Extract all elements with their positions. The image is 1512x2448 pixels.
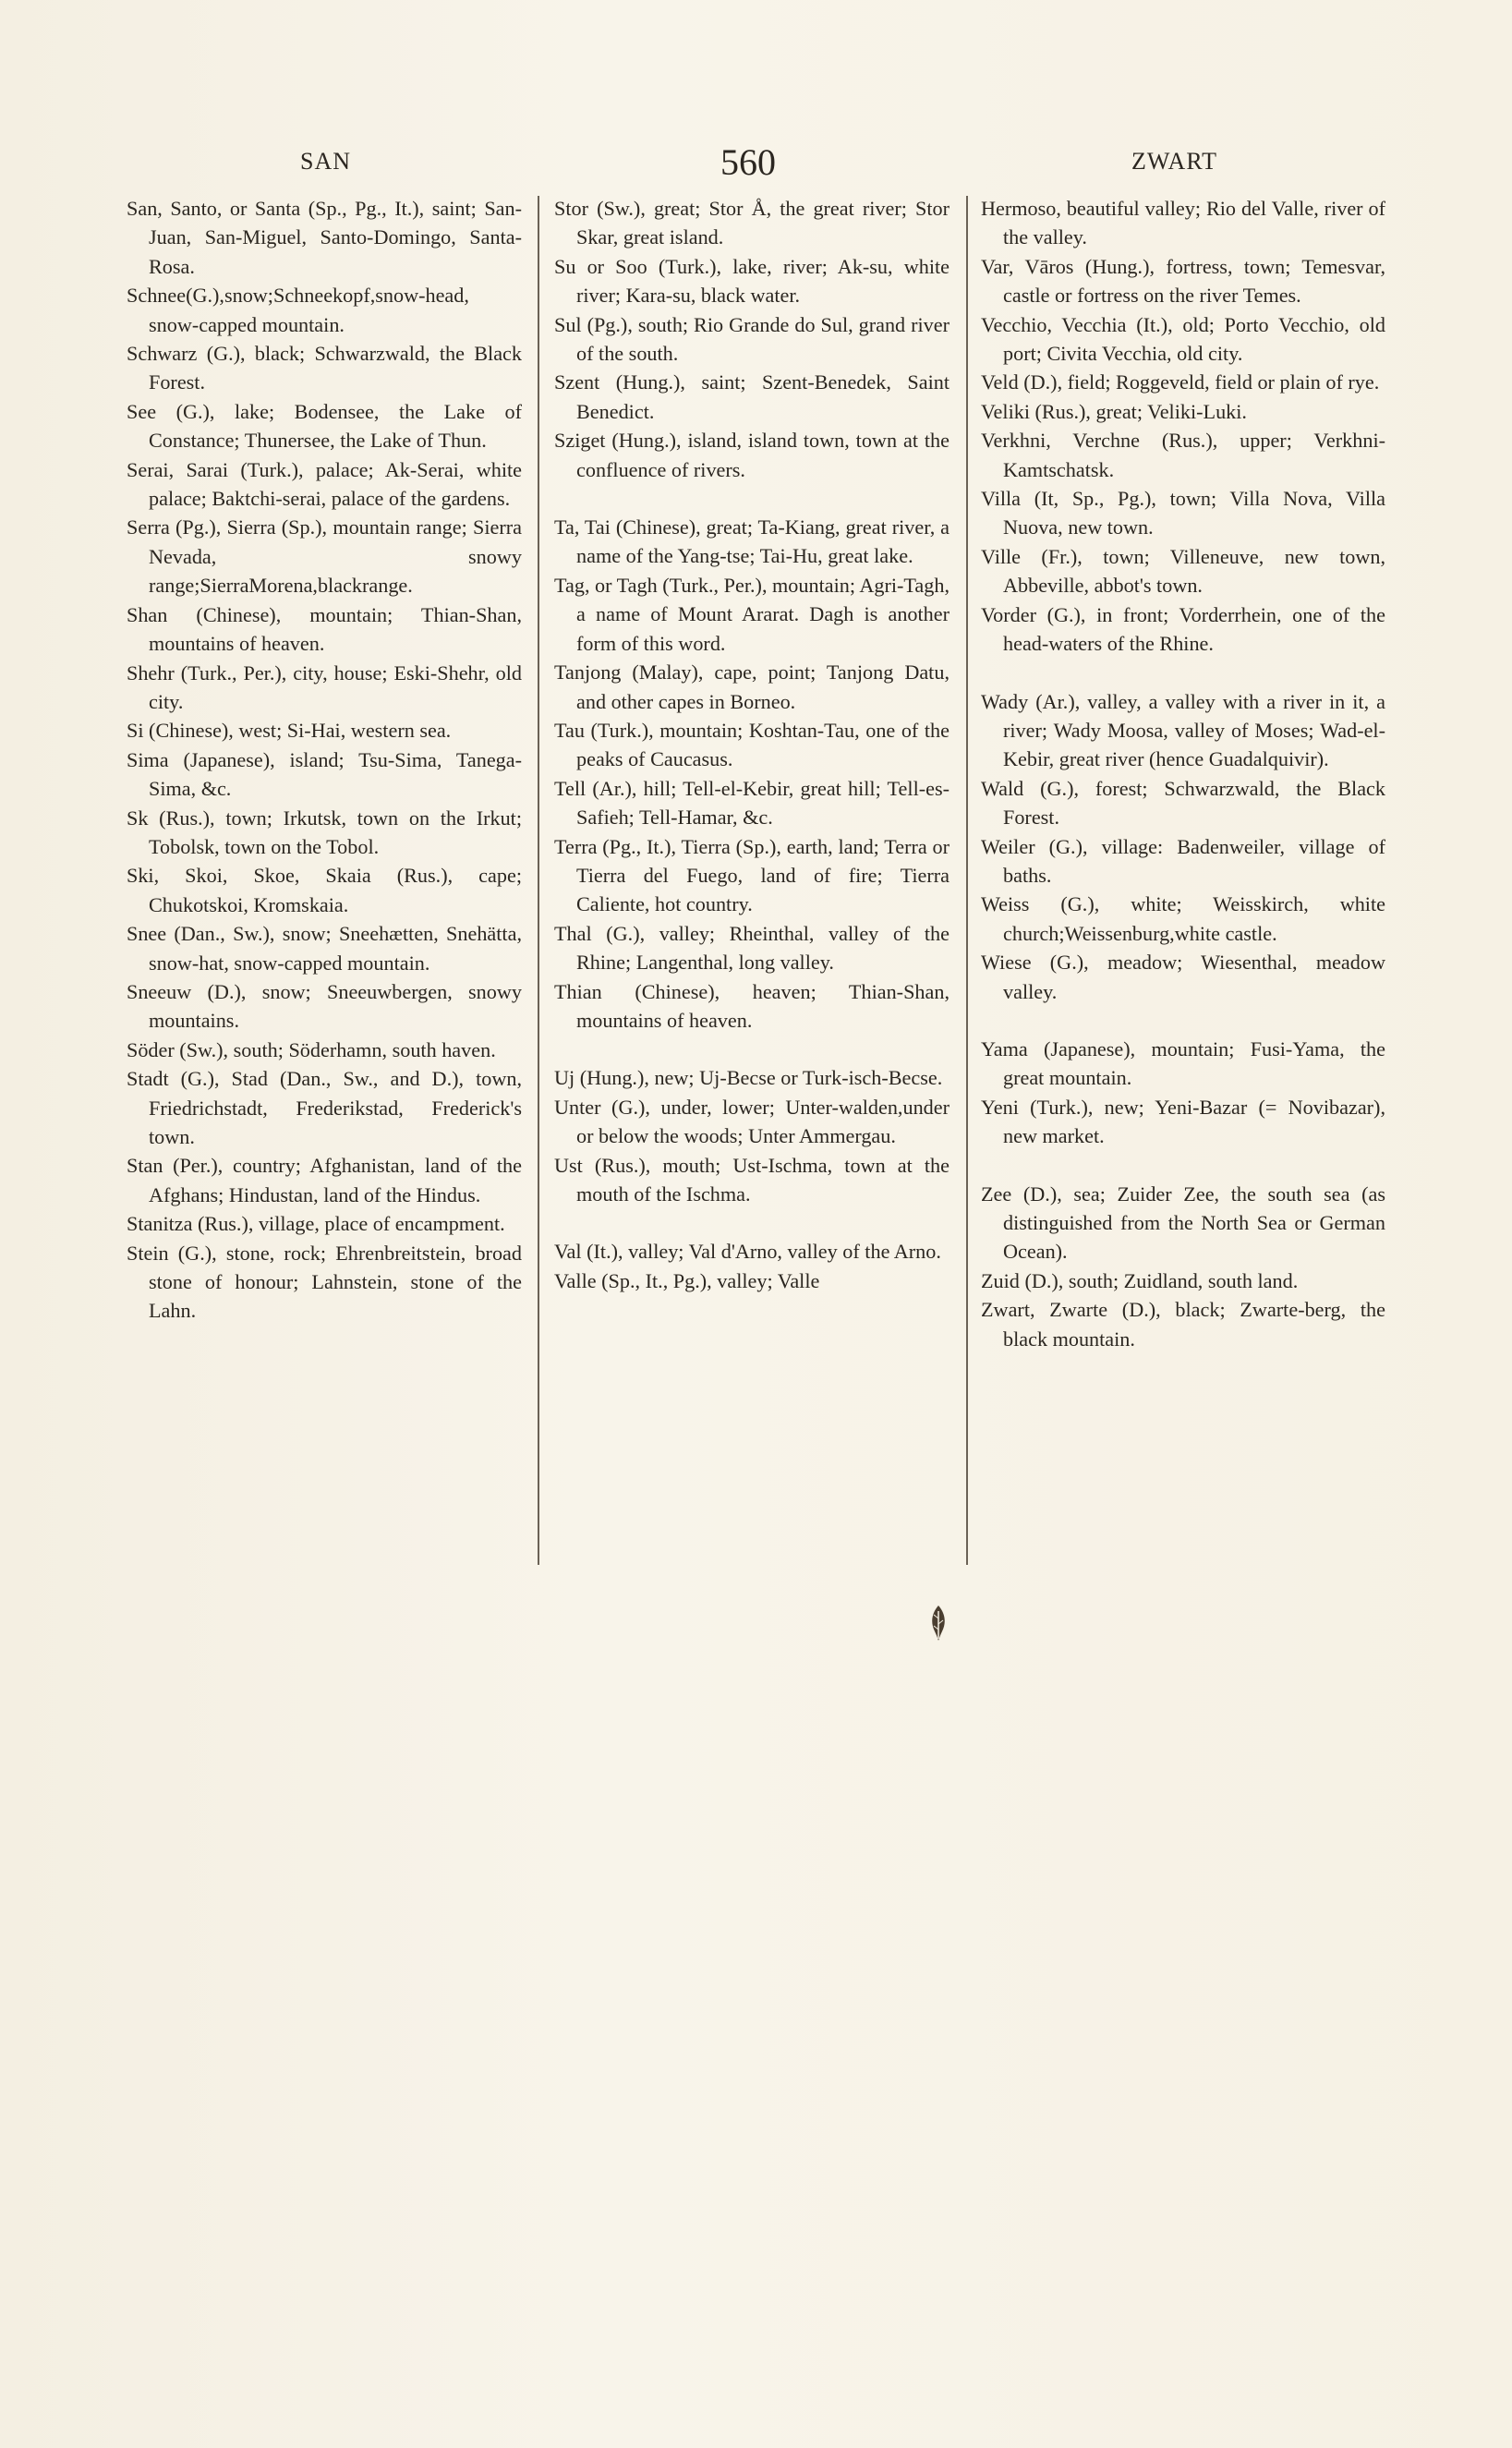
glossary-entry: Ust (Rus.), mouth; Ust-Ischma, town at the mouth of the Ischma. (554, 1153, 950, 1206)
glossary-entry: Stadt (G.), Stad (Dan., Sw., and D.), town, Friedrichstadt, Frederikstad, Frederick's town. (127, 1067, 522, 1148)
glossary-entry: Unter (G.), under, lower; Unter-walden,under or below the woods; Unter Ammergau. (554, 1095, 950, 1148)
glossary-entry: Thal (G.), valley; Rheinthal, valley of the Rhine; Langenthal, long valley. (554, 921, 950, 975)
glossary-entry: Szent (Hung.), saint; Szent-Benedek, Saint Benedict. (554, 370, 950, 423)
glossary-entry: Stanitza (Rus.), village, place of encampment. (127, 1212, 505, 1236)
header-left-guide-word: SAN (300, 148, 352, 175)
glossary-entry: Wiese (G.), meadow; Wiesenthal, meadow valley. (981, 951, 1385, 1003)
glossary-entry: Wald (G.), forest; Schwarzwald, the Black Forest. (981, 776, 1385, 830)
glossary-entry: Sima (Japanese), island; Tsu-Sima, Tanega-Sima, &c. (127, 747, 522, 801)
glossary-entry: Sziget (Hung.), island, island town, town at the confluence of rivers. (554, 429, 950, 481)
glossary-entry: Si (Chinese), west; Si-Hai, western sea. (127, 719, 452, 743)
column-divider (538, 196, 539, 1565)
section-gap (981, 1006, 1385, 1035)
glossary-entry: Weiss (G.), white; Weisskirch, white church;Weissenburg,white castle. (981, 892, 1385, 945)
running-header (0, 140, 1512, 187)
header-right-guide-word: ZWART (1131, 148, 1217, 175)
glossary-entry: Thian (Chinese), heaven; Thian-Shan, mountains of heaven. (554, 979, 950, 1032)
glossary-entry: Verkhni, Verchne (Rus.), upper; Verkhni-Kamtschatsk. (981, 429, 1385, 481)
glossary-entry: Yama (Japanese), mountain; Fusi-Yama, the great mountain. (981, 1036, 1385, 1090)
glossary-entry: Ski, Skoi, Skoe, Skaia (Rus.), cape; Chukotskoi, Kromskaia. (127, 864, 522, 916)
glossary-entry: Tell (Ar.), hill; Tell-el-Kebir, great hill; Tell-es-Safieh; Tell-Hamar, &c. (554, 776, 950, 830)
glossary-entry: Zee (D.), sea; Zuider Zee, the south sea (as distinguished from the North Sea or German Ocean). (981, 1182, 1385, 1264)
leaf-ornament-icon (926, 1604, 950, 1642)
glossary-entry: Veld (D.), field; Roggeveld, field or plain of rye. (981, 370, 1380, 394)
glossary-entry: Stor (Sw.), great; Stor Å, the great river; Stor Skar, great island. (554, 197, 950, 249)
section-gap (554, 484, 950, 513)
glossary-entry: Schwarz (G.), black; Schwarzwald, the Black Forest. (127, 342, 522, 394)
glossary-entry: Veliki (Rus.), great; Veliki-Luki. (981, 399, 1247, 423)
glossary-entry: Vorder (G.), in front; Vorderrhein, one of the head-waters of the Rhine. (981, 602, 1385, 656)
column-divider (966, 196, 968, 1565)
section-gap (981, 659, 1385, 687)
glossary-entry: Sul (Pg.), south; Rio Grande do Sul, grand river of the south. (554, 312, 950, 366)
glossary-entry: Zuid (D.), south; Zuidland, south land. (981, 1268, 1299, 1292)
glossary-entry: Snee (Dan., Sw.), snow; Sneehætten, Snehätta, snow-hat, snow-capped mountain. (127, 922, 522, 975)
glossary-entry: Sneeuw (D.), snow; Sneeuwbergen, snowy mountains. (127, 979, 522, 1033)
glossary-column-3 (981, 194, 1385, 1353)
glossary-entry: Weiler (G.), village: Badenweiler, village of baths. (981, 834, 1385, 887)
section-gap (981, 1151, 1385, 1180)
glossary-entry: Val (It.), valley; Val d'Arno, valley of the Arno. (554, 1240, 941, 1264)
glossary-entry: Villa (It, Sp., Pg.), town; Villa Nova, Villa Nuova, new town. (981, 487, 1385, 539)
glossary-entry: Shan (Chinese), mountain; Thian-Shan, mountains of heaven. (127, 602, 522, 656)
glossary-entry: Schnee(G.),snow;Schneekopf,snow-head, snow-capped mountain. (127, 284, 469, 336)
glossary-entry: Stein (G.), stone, rock; Ehrenbreitstein, broad stone of honour; Lahnstein, stone of the Lahn. (127, 1241, 522, 1323)
glossary-entry: Serai, Sarai (Turk.), palace; Ak-Serai, white palace; Baktchi-serai, palace of the gardens. (127, 457, 522, 511)
glossary-entry: Yeni (Turk.), new; Yeni-Bazar (= Novibazar), new market. (981, 1095, 1385, 1148)
glossary-entry: Var, Vāros (Hung.), fortress, town; Temesvar, castle or fortress on the river Temes. (981, 254, 1385, 308)
glossary-entry: See (G.), lake; Bodensee, the Lake of Constance; Thunersee, the Lake of Thun. (127, 399, 522, 453)
glossary-entry: San, Santo, or Santa (Sp., Pg., It.), saint; San-Juan, San-Miguel, Santo-Domingo, Santa-Rosa. (127, 197, 522, 278)
glossary-column-2 (554, 194, 950, 1295)
glossary-entry: Tag, or Tagh (Turk., Per.), mountain; Agri-Tagh, a name of Mount Ararat. Dagh is another form of this word. (554, 573, 950, 655)
glossary-entry: Zwart, Zwarte (D.), black; Zwarte-berg, the black mountain. (981, 1298, 1385, 1351)
page-number: 560 (720, 141, 776, 183)
section-gap (554, 1035, 950, 1063)
glossary-entry: Sk (Rus.), town; Irkutsk, town on the Irkut; Tobolsk, town on the Tobol. (127, 806, 522, 858)
glossary-entry: Ta, Tai (Chinese), great; Ta-Kiang, great river, a name of the Yang-tse; Tai-Hu, great lake. (554, 515, 950, 568)
glossary-entry: Tau (Turk.), mountain; Koshtan-Tau, one of the peaks of Caucasus. (554, 718, 950, 771)
glossary-entry: Terra (Pg., It.), Tierra (Sp.), earth, land; Terra or Tierra del Fuego, land of fire; Tierra Caliente, hot country. (554, 834, 950, 916)
glossary-entry: Hermoso, beautiful valley; Rio del Valle, river of the valley. (981, 197, 1385, 249)
section-gap (554, 1208, 950, 1237)
glossary-entry: Valle (Sp., It., Pg.), valley; Valle (554, 1268, 820, 1292)
glossary-entry: Uj (Hung.), new; Uj-Becse or Turk-isch-Becse. (554, 1066, 943, 1090)
glossary-entry: Ville (Fr.), town; Villeneuve, new town, Abbeville, abbot's town. (981, 544, 1385, 598)
glossary-entry: Wady (Ar.), valley, a valley with a river in it, a river; Wady Moosa, valley of Moses; Wad-el-Kebir, great river (hence Guadalquivir). (981, 689, 1385, 771)
glossary-entry: Shehr (Turk., Per.), city, house; Eski-Shehr, old city. (127, 660, 522, 713)
glossary-entry: Tanjong (Malay), cape, point; Tanjong Datu, and other capes in Borneo. (554, 660, 950, 713)
glossary-column-1 (127, 194, 522, 1326)
glossary-entry: Vecchio, Vecchia (It.), old; Porto Vecchio, old port; Civita Vecchia, old city. (981, 312, 1385, 366)
glossary-entry: Serra (Pg.), Sierra (Sp.), mountain range; Sierra Nevada, snowy range;SierraMorena,blackrange. (127, 515, 522, 598)
glossary-entry: Stan (Per.), country; Afghanistan, land of the Afghans; Hindustan, land of the Hindus. (127, 1154, 522, 1206)
glossary-entry: Söder (Sw.), south; Söderhamn, south haven. (127, 1037, 496, 1061)
glossary-entry: Su or Soo (Turk.), lake, river; Ak-su, white river; Kara-su, black water. (554, 254, 950, 308)
